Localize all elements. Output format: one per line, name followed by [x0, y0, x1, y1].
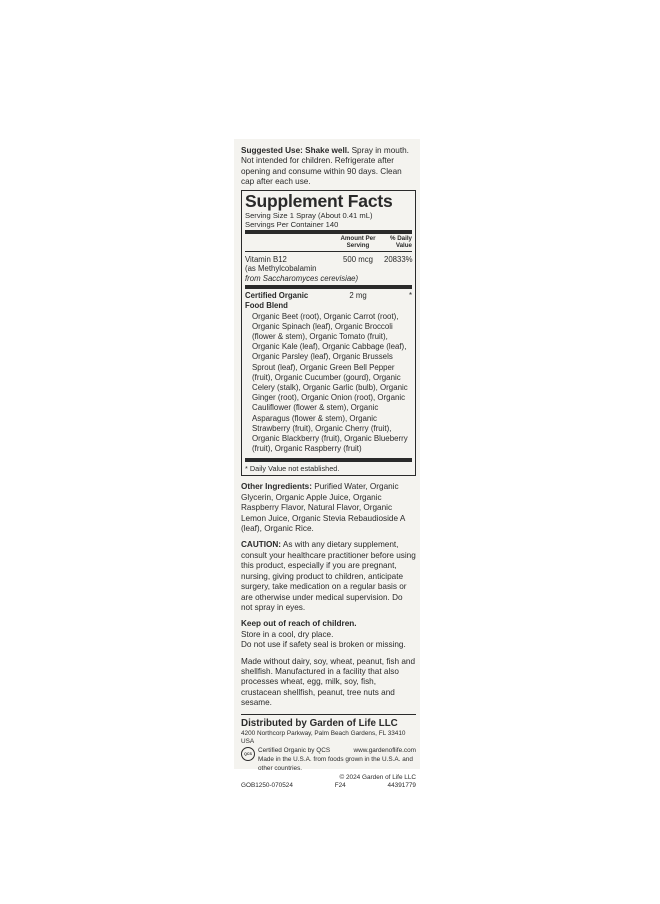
food-blend-row [245, 289, 412, 310]
product-codes [241, 782, 416, 791]
servings-per-container: Servings Per Container 140 [245, 219, 339, 229]
daily-value-header: % Daily Value [389, 234, 412, 249]
supplement-facts-panel [241, 190, 416, 477]
serving-size: Serving Size 1 Spray (About 0.41 mL) [245, 210, 373, 220]
vitamin-source-1: (as Methylcobalamin [245, 264, 317, 274]
blend-ingredients: Organic Beet (root), Organic Carrot (root), Organic Spinach (leaf), Organic Broccoli (flower & stem), Organic Tomato (fruit), Organic Kale (leaf), Organic Cabbage (leaf), Organic Parsley (leaf), Organic Brussels Sprout (leaf), Organic Green Bell Pepper (fruit), Organic Cucumber (gourd), Organic Celery (stalk), Organic Garlic (bulb), Organic Ginger (root), Organic Onion (root), Organic Cauliflower (flower & stem), Organic Asparagus (flower & stem), Organic Strawberry (fruit), Organic Cherry (fruit), Organic Blackberry (fruit), Organic Blueberry (fruit), Organic Raspberry (fruit) [245, 311, 412, 463]
suggested-use [241, 146, 416, 188]
other-ingredients-text: Purified Water, Organic Glycerin, Organic Apple Juice, Organic Raspberry Flavor, Natural Flavor, Organic Lemon Juice, Organic Stevia Rebaudioside A (leaf), Organic Rice. [241, 482, 405, 534]
vitamin-b12-row [245, 252, 412, 290]
serving-info [245, 211, 412, 234]
vitamin-amount: 500 mcg [343, 254, 373, 264]
made-in-text: Made in the U.S.A. from foods grown in the U.S.A. and other countries. [258, 755, 413, 772]
product-code-2: F24 [334, 782, 346, 790]
divider [241, 714, 416, 715]
suggested-use-heading: Suggested Use: Shake well. [241, 146, 350, 155]
product-label-panel [234, 139, 420, 790]
keep-out-heading: Keep out of reach of children. [241, 619, 357, 629]
blend-dv: * [408, 291, 412, 301]
caution-heading: CAUTION: [241, 540, 282, 550]
distributor-address: 4200 Northcorp Parkway, Palm Beach Gardens, FL 33410 USA [241, 729, 406, 746]
suggested-use-text: Spray in mouth. Not intended for children. Refrigerate after opening and consume within 90 days. Clean cap after each use. [241, 146, 409, 187]
allergen-statement: Made without dairy, soy, wheat, peanut, fish and shellfish. Manufactured in a facility that also processes wheat, egg, milk, soy, fish, crustacean shellfish, peanut, tree nuts and sesame. [241, 656, 416, 708]
product-code-1: GOB1250-070524 [241, 782, 293, 790]
product-code-3: 44391779 [387, 782, 416, 790]
vitamin-source-2: from Saccharomyces cerevisiae) [245, 273, 359, 283]
vitamin-name: Vitamin B12 [245, 254, 287, 264]
caution [241, 540, 416, 613]
other-ingredients-heading: Other Ingredients: [241, 482, 312, 492]
blend-amount: 2 mg [349, 291, 367, 301]
facts-header-row [245, 234, 412, 252]
qcs-certification-icon: QCS [241, 747, 255, 761]
vitamin-dv: 20833% [384, 254, 413, 264]
website-text: www.gardenoflife.com [353, 747, 416, 755]
other-ingredients [241, 482, 416, 534]
label-content [241, 146, 416, 791]
distributor-info [241, 730, 416, 792]
distributor-heading: Distributed by Garden of Life LLC [241, 717, 398, 729]
daily-value-note: * Daily Value not established. [245, 464, 340, 474]
safety-seal-line: Do not use if safety seal is broken or missing. [241, 640, 406, 650]
supplement-facts-title: Supplement Facts [245, 190, 393, 211]
certification-block [241, 747, 416, 773]
caution-text: As with any dietary supplement, consult your healthcare practitioner before using this product, especially if you are pregnant, nursing, giving product to children, anticipate surgery, take medication on a regular basis or are otherwise under medical supervision. Do not spray in eyes. [241, 540, 416, 612]
blend-name: Certified Organic Food Blend [245, 291, 309, 310]
certified-organic-text: Certified Organic by QCS [258, 747, 331, 755]
amount-per-serving-header: Amount Per Serving [340, 234, 376, 249]
storage-line: Store in a cool, dry place. [241, 629, 334, 639]
copyright-text: © 2024 Garden of Life LLC [339, 773, 416, 781]
